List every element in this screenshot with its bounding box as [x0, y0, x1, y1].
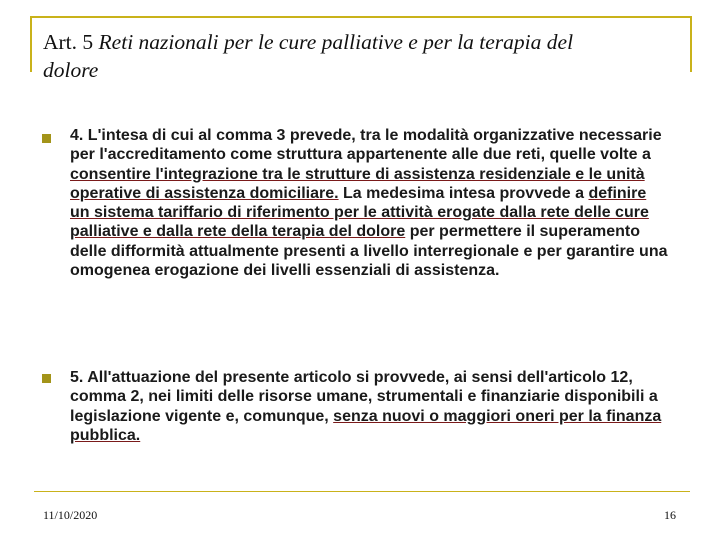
paragraph-text: per permettere il superamento delle difformità attualmente presenti a livello interregionale e per garantire una omogenea erogazione dei livelli essenziali di assistenza. [70, 223, 668, 280]
footer-date: 11/10/2020 [43, 508, 98, 522]
bullet-paragraph-4 [70, 126, 670, 280]
title-frame-left-border [30, 16, 32, 72]
underlined-text: consentire l'integrazione tra le strutture di assistenza residenziale e le unità operative di assistenza domiciliare. [70, 165, 645, 202]
title-frame-top-border [30, 16, 690, 18]
slide-title-plain: Art. 5 [43, 30, 99, 54]
footer-divider [34, 491, 690, 492]
slide-title-italic-line-1: Reti nazionali per le cure palliative e per la terapia del [98, 30, 574, 54]
underlined-text: definire un sistema tariffario di riferimento per le attività erogate dalla rete delle cure palliative e dalla rete della terapia del dolore [70, 184, 649, 241]
slide-title [43, 28, 673, 84]
paragraph-text: La medesima intesa provvede a [338, 184, 589, 202]
paragraph-text: 5. All'attuazione del presente articolo si provvede, ai sensi dell'articolo 12, comma 2, nei limiti delle risorse umane, strumentali e finanziarie disponibili a legislazione vigente e, comunque, [70, 369, 658, 425]
underlined-text: senza nuovi o maggiori oneri per la finanza pubblica. [70, 407, 662, 444]
bullet-paragraph-5 [70, 368, 670, 445]
title-frame-right-border [690, 16, 692, 72]
slide-title-italic-line-2: dolore [43, 58, 99, 82]
footer-page-number: 16 [664, 508, 676, 522]
bullet-square-icon [42, 374, 51, 383]
paragraph-text: 4. L'intesa di cui al comma 3 prevede, tra le modalità organizzative necessarie per l'accreditamento come struttura appartenente alle due reti, quelle volte a [70, 127, 662, 164]
bullet-square-icon [42, 134, 51, 143]
